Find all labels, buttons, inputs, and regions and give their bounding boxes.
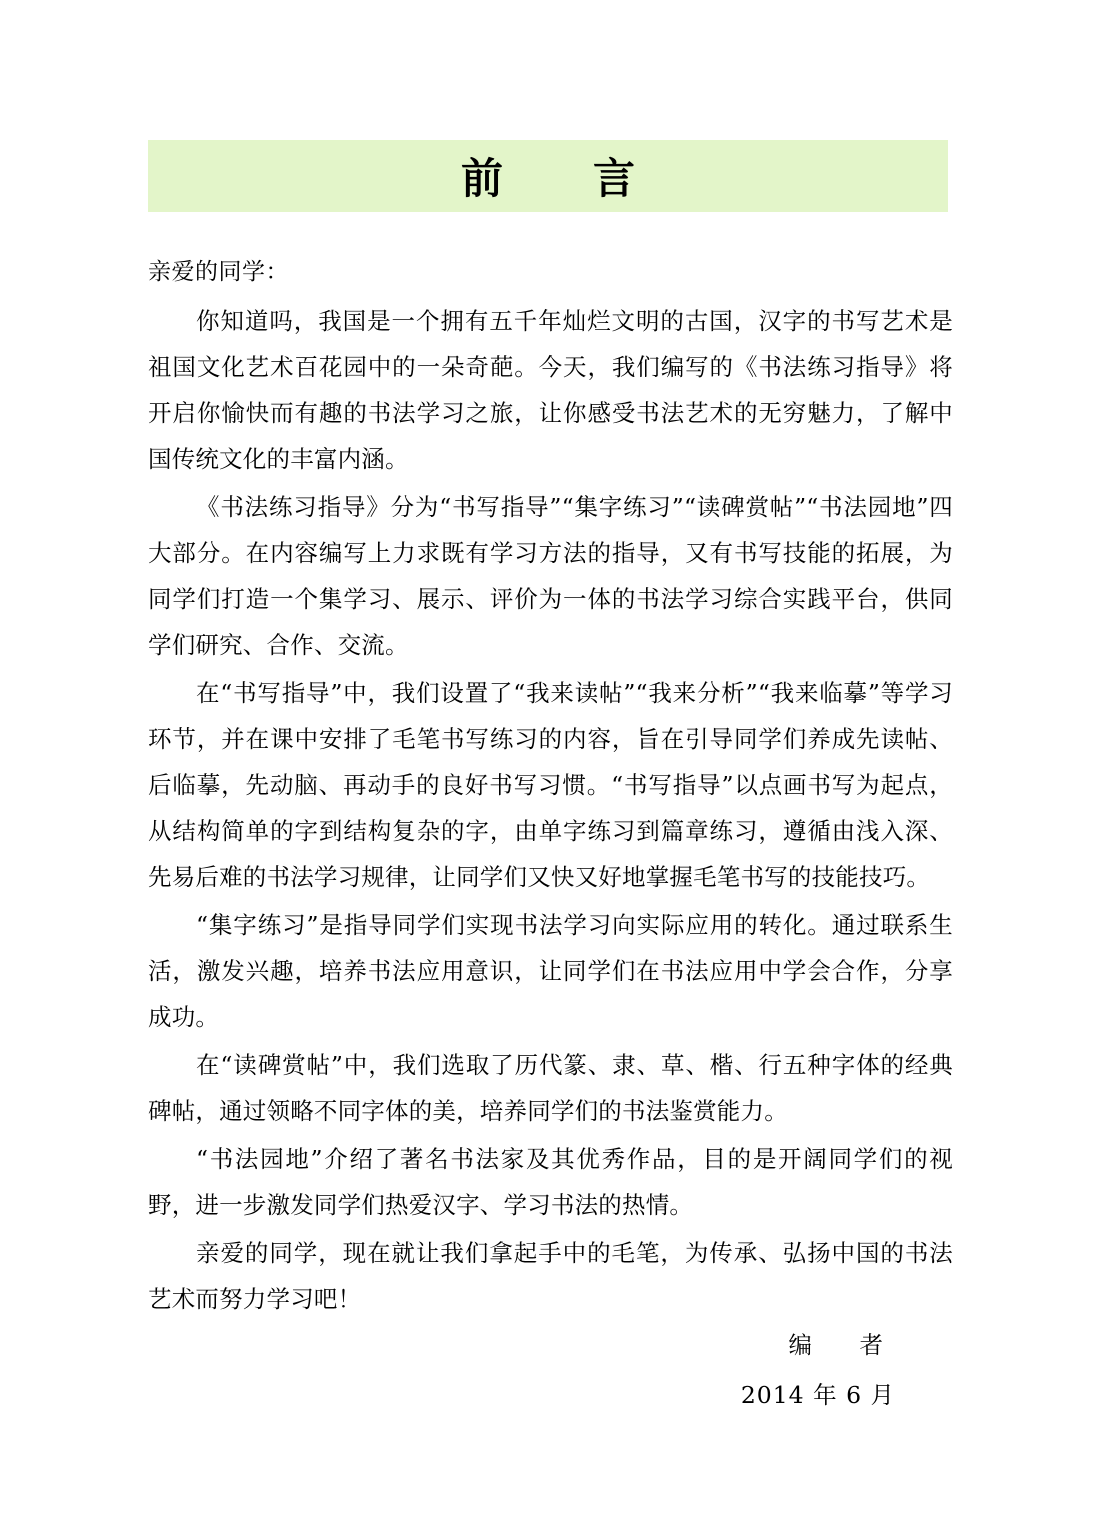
paragraph: 在“读碑赏帖”中，我们选取了历代篆、隶、草、楷、行五种字体的经典碑帖，通过领略不同字体的美，培养同学们的书法鉴赏能力。 [148, 1051, 953, 1125]
paragraph: 亲爱的同学，现在就让我们拿起手中的毛笔，为传承、弘扬中国的书法艺术而努力学习吧！ [148, 1239, 953, 1313]
paragraph: 你知道吗，我国是一个拥有五千年灿烂文明的古国，汉字的书写艺术是祖国文化艺术百花园中的一朵奇葩。今天，我们编写的《书法练习指导》将开启你愉快而有趣的书法学习之旅，让你感受书法艺术的无穷魅力，了解中国传统文化的丰富内涵。 [148, 307, 953, 473]
preface-title-banner [148, 140, 948, 212]
paragraph: “书法园地”介绍了著名书法家及其优秀作品，目的是开阔同学们的视野，进一步激发同学们热爱汉字、学习书法的热情。 [148, 1145, 953, 1219]
paragraph: 《书法练习指导》分为“书写指导”“集字练习”“读碑赏帖”“书法园地”四大部分。在内容编写上力求既有学习方法的指导，又有书写技能的拓展，为同学们打造一个集学习、展示、评价为一体的书法学习综合实践平台，供同学们研究、合作、交流。 [148, 493, 953, 659]
salutation: 亲爱的同学： [148, 259, 289, 285]
paragraph: 在“书写指导”中，我们设置了“我来读帖”“我来分析”“我来临摹”等学习环节，并在课中安排了毛笔书写练习的内容，旨在引导同学们养成先读帖、后临摹，先动脑、再动手的良好书写习惯。“书写指导”以点画书写为起点，从结构简单的字到结构复杂的字，由单字练习到篇章练习，遵循由浅入深、先易后难的书法学习规律，让同学们又快又好地掌握毛笔书写的技能技巧。 [148, 679, 953, 891]
paragraph: “集字练习”是指导同学们实现书法学习向实际应用的转化。通过联系生活，激发兴趣，培养书法应用意识，让同学们在书法应用中学会合作，分享成功。 [148, 911, 953, 1031]
signature-date: 2014 年 6 月 [740, 1381, 895, 1409]
signature-block [633, 1320, 953, 1420]
preface-body [148, 250, 953, 1324]
page-title: 前 言 [460, 154, 659, 203]
signature-author: 编 者 [788, 1331, 895, 1359]
